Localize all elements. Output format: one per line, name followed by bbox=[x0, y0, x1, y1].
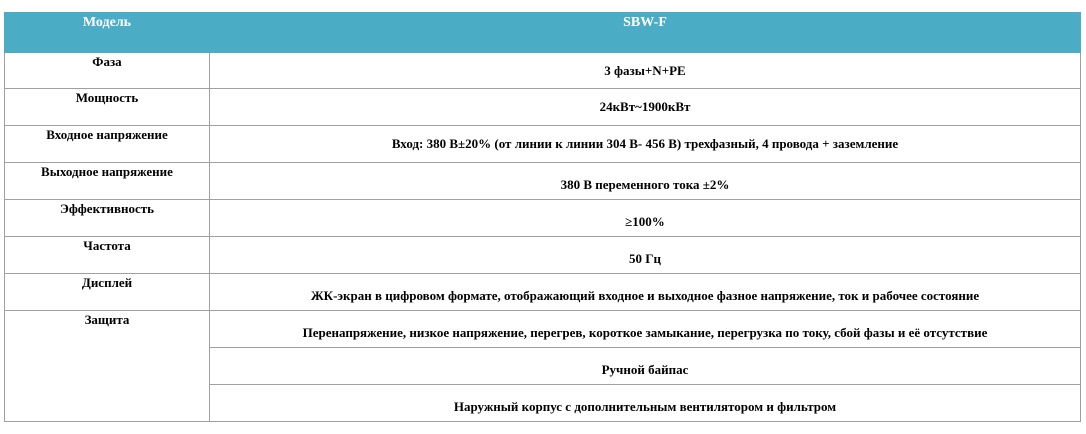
table-row-output-voltage bbox=[5, 163, 1081, 200]
row-label-power: Мощность bbox=[5, 89, 210, 126]
table-row-input-voltage bbox=[5, 126, 1081, 163]
table-row-protection bbox=[5, 311, 1081, 348]
row-value-protection-1: Перенапряжение, низкое напряжение, перегрев, короткое замыкание, перегрузка по току, сбой фазы и её отсутствие bbox=[210, 311, 1081, 348]
row-label-display: Дисплей bbox=[5, 274, 210, 311]
row-value-protection-2: Ручной байпас bbox=[210, 348, 1081, 385]
table-row-frequency bbox=[5, 237, 1081, 274]
spec-table bbox=[4, 12, 1081, 422]
row-value-phase: 3 фазы+N+PE bbox=[210, 53, 1081, 89]
row-value-power: 24кВт~1900кВт bbox=[210, 89, 1081, 126]
table-row-power bbox=[5, 89, 1081, 126]
row-value-input-voltage: Вход: 380 В±20% (от линии к линии 304 В- 456 В) трехфазный, 4 провода + заземление bbox=[210, 126, 1081, 163]
row-value-protection-3: Наружный корпус с дополнительным вентилятором и фильтром bbox=[210, 385, 1081, 422]
row-label-protection: Защита bbox=[5, 311, 210, 422]
table-row-phase bbox=[5, 53, 1081, 89]
row-label-efficiency: Эффективность bbox=[5, 200, 210, 237]
row-label-phase: Фаза bbox=[5, 53, 210, 89]
header-model-value: SBW-F bbox=[210, 13, 1081, 53]
table-row-display bbox=[5, 274, 1081, 311]
row-value-output-voltage: 380 В переменного тока ±2% bbox=[210, 163, 1081, 200]
row-label-input-voltage: Входное напряжение bbox=[5, 126, 210, 163]
table-header-row bbox=[5, 13, 1081, 53]
row-value-efficiency: ≥100% bbox=[210, 200, 1081, 237]
row-value-frequency: 50 Гц bbox=[210, 237, 1081, 274]
table-row-efficiency bbox=[5, 200, 1081, 237]
row-label-output-voltage: Выходное напряжение bbox=[5, 163, 210, 200]
row-value-display: ЖК-экран в цифровом формате, отображающий входное и выходное фазное напряжение, ток и рабочее состояние bbox=[210, 274, 1081, 311]
row-label-frequency: Частота bbox=[5, 237, 210, 274]
header-model-label: Модель bbox=[5, 13, 210, 53]
